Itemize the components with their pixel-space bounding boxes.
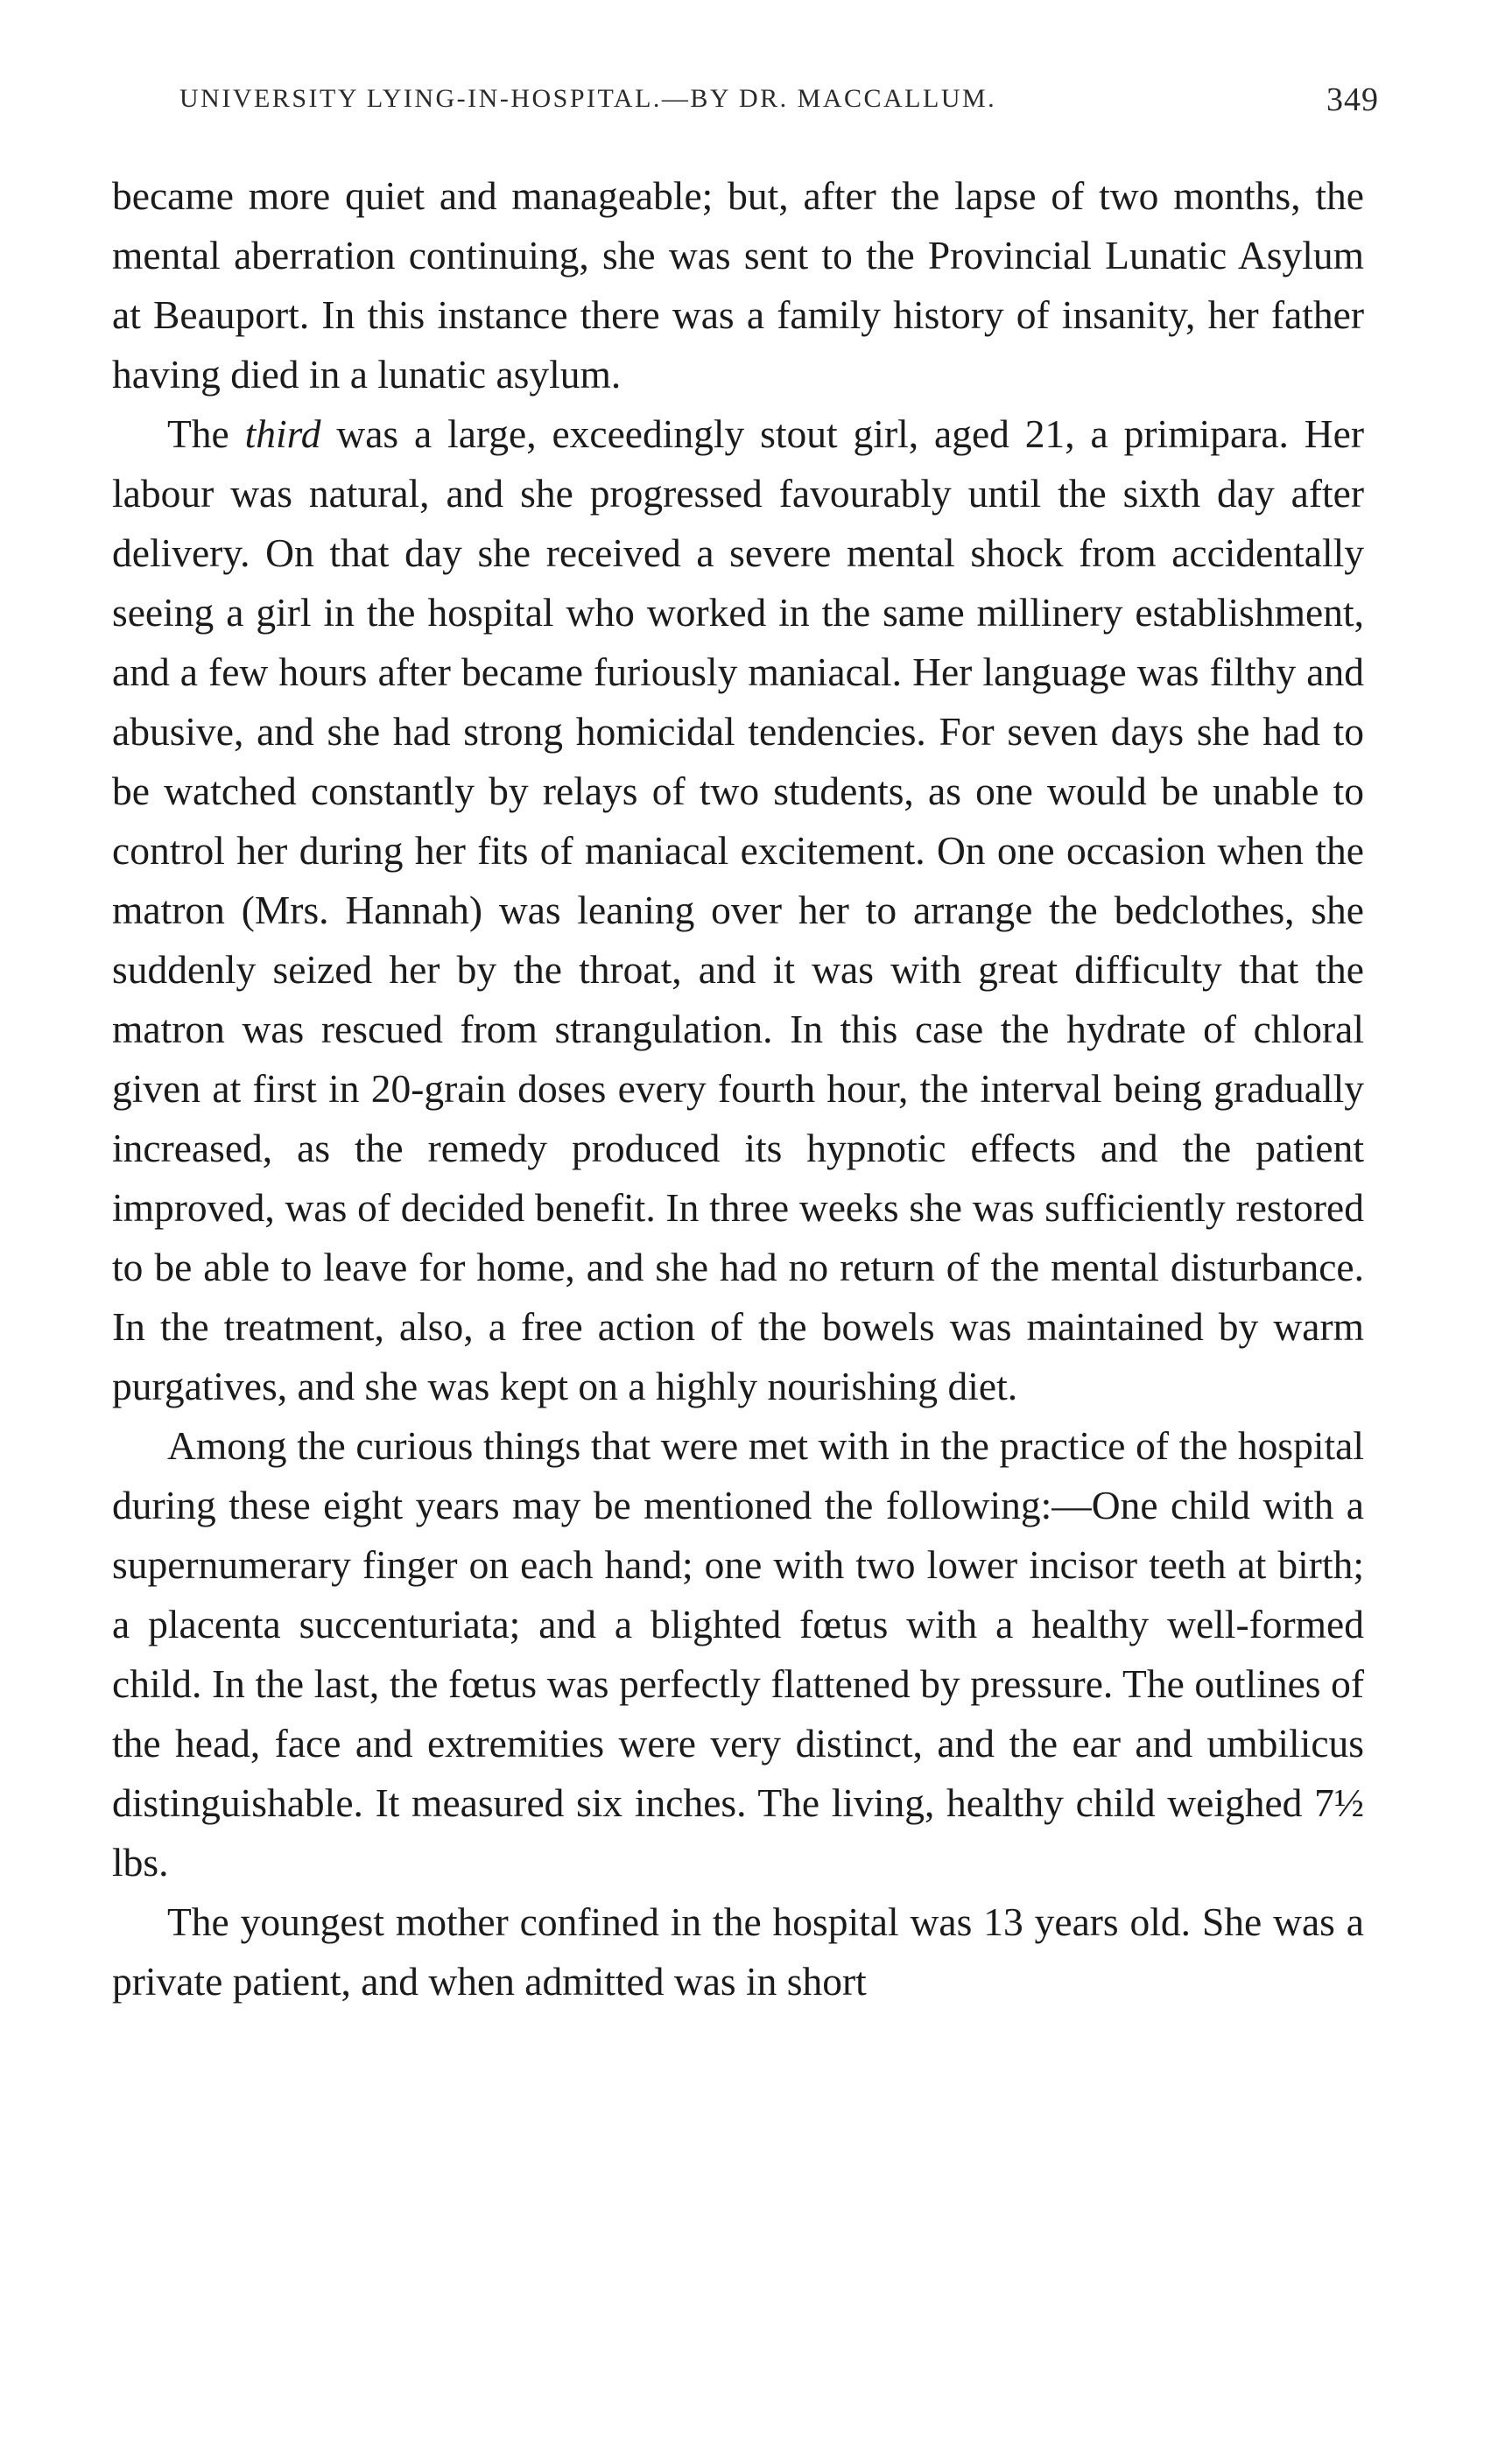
paragraph-continued: became more quiet and manageable; but, after the lapse of two months, the mental aberration continuing, she was sent to the Provincial Lunatic Asylum at Beauport. In this instance there was a family history of insanity, her father having died in a lunatic asylum. bbox=[112, 173, 1364, 397]
running-header bbox=[179, 81, 1379, 128]
emphasis-third: third bbox=[244, 411, 321, 456]
body-text bbox=[112, 166, 1364, 2011]
paragraph-curious-things: Among the curious things that were met with in the practice of the hospital during these eight years may be mentioned the following:—One child with a supernumerary finger on each hand; one with two lower incisor teeth at birth; a placenta succenturiata; and a blighted fœtus with a healthy well-formed child. In the last, the fœtus was perfectly flattened by pressure. The outlines of the head, face and extremities were very distinct, and the ear and umbilicus distinguishable. It measured six inches. The living, healthy child weighed 7½ lbs. bbox=[112, 1423, 1364, 1885]
paragraph-rest: was a large, exceedingly stout girl, aged 21, a primipara. Her labour was natural, and she progressed favourably until the sixth day after delivery. On that day she received a severe mental shock from accidentally seeing a girl in the hospital who worked in the same millinery establishment, and a few hours after became furiously maniacal. Her language was filthy and abusive, and she had strong homicidal tendencies. For seven days she had to be watched constantly by relays of two students, as one would be unable to control her during her fits of maniacal excitement. On one occasion when the matron (Mrs. Hannah) was leaning over her to arrange the bedclothes, she suddenly seized her by the throat, and it was with great difficulty that the matron was rescued from strangulation. In this case the hydrate of chloral given at first in 20-grain doses every fourth hour, the interval being gradually increased, as the remedy produced its hypnotic effects and the patient improved, was of decided benefit. In three weeks she was sufficiently restored to be able to leave for home, and she had no return of the mental disturbance. In the treatment, also, a free action of the bowels was maintained by warm purgatives, and she was kept on a highly nourishing diet. bbox=[112, 411, 1364, 1408]
paragraph-youngest-mother: The youngest mother confined in the hospital was 13 years old. She was a private patient, and when admitted was in short bbox=[112, 1899, 1364, 2004]
paragraph-lead: The bbox=[167, 411, 245, 456]
paragraph-third-case bbox=[112, 404, 1364, 1416]
page-number: 349 bbox=[1326, 81, 1379, 118]
running-title: UNIVERSITY LYING-IN-HOSPITAL.—BY DR. MACCALLUM. bbox=[179, 84, 997, 113]
